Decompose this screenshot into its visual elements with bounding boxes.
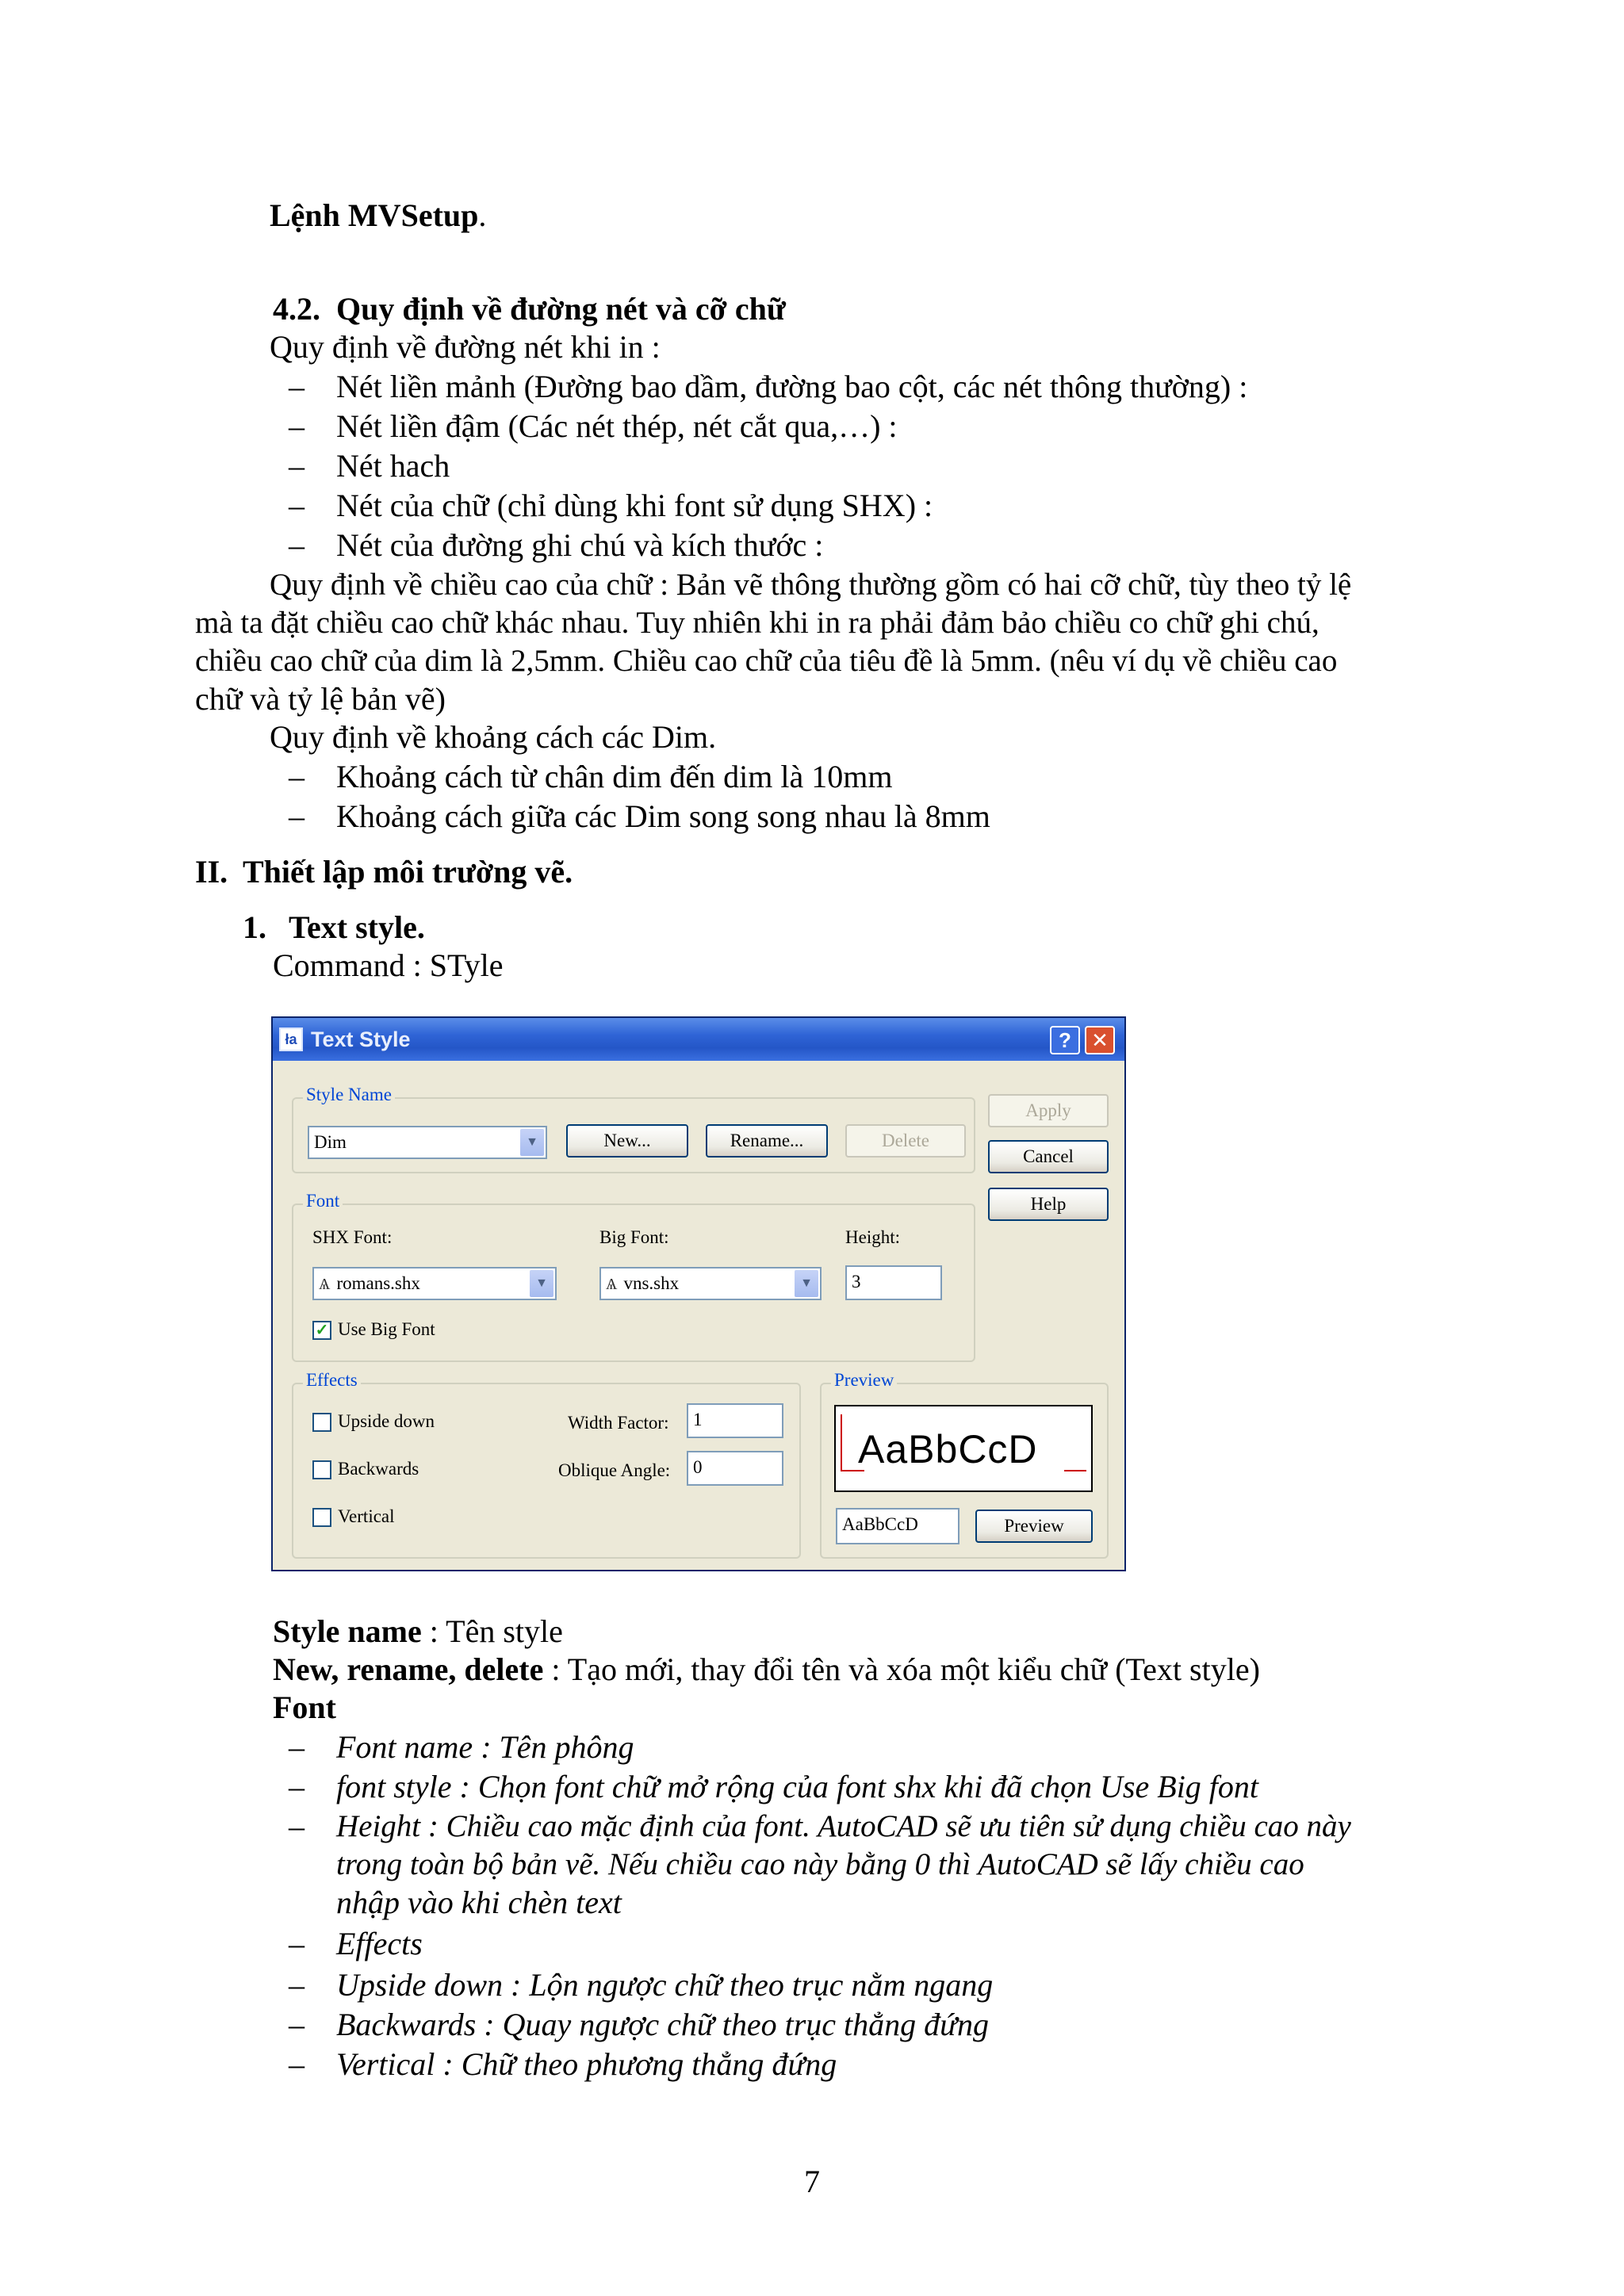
apply-button[interactable]: Apply (988, 1094, 1109, 1127)
bullet-dash: – (289, 2046, 304, 2082)
section-4-2-number: 4.2. (273, 291, 320, 327)
use-big-font-label: Use Big Font (338, 1319, 435, 1339)
effect-item: Backwards : Quay ngược chữ theo trục thẳng đứng (336, 2007, 989, 2042)
height-input[interactable]: 3 (845, 1265, 942, 1300)
font-icon: Ѧ (319, 1276, 331, 1293)
use-big-font-checkbox[interactable]: ✓ (312, 1321, 331, 1340)
line-rules-intro: Quy định về đường nét khi in : (270, 329, 661, 365)
line-rule-item: Nét của chữ (chỉ dùng khi font sử dụng SHX) : (336, 488, 933, 523)
font-icon: Ѧ (606, 1276, 618, 1293)
new-button[interactable]: New... (566, 1124, 688, 1158)
desc-style-name (273, 1613, 563, 1651)
text-height-para-line: mà ta đặt chiều cao chữ khác nhau. Tuy nhiên khi in ra phải đảm bảo chiều co chữ ghi chú, (195, 606, 1320, 640)
shx-font-value: romans.shx (336, 1273, 420, 1293)
dialog-title: Text Style (311, 1027, 411, 1051)
height-label: Height: (845, 1227, 900, 1247)
height-item-line: Height : Chiều cao mặc định của font. AutoCAD sẽ ưu tiên sử dụng chiều cao này (336, 1809, 1351, 1843)
height-item-line: nhập vào khi chèn text (336, 1885, 622, 1920)
section-1-title: Text style. (289, 909, 425, 945)
text-height-para-line: chữ và tỷ lệ bản vẽ) (195, 681, 446, 717)
mvsetup-heading-period: . (478, 197, 487, 233)
oblique-angle-input[interactable]: 0 (687, 1451, 783, 1486)
preview-baseline-right-tick (1064, 1470, 1086, 1471)
titlebar-help-button[interactable]: ? (1050, 1026, 1080, 1054)
bullet-dash: – (289, 1967, 304, 2003)
preview-text-input[interactable]: AaBbCcD (836, 1508, 959, 1544)
desc-style-name-text: : Tên style (421, 1613, 563, 1649)
style-name-value: Dim (314, 1132, 347, 1152)
text-style-app-icon: ła (279, 1027, 303, 1051)
preview-group-label: Preview (831, 1370, 897, 1391)
vertical-label: Vertical (338, 1506, 395, 1526)
width-factor-input[interactable]: 1 (687, 1403, 783, 1438)
bullet-dash: – (289, 369, 304, 404)
upside-down-checkbox[interactable] (312, 1413, 331, 1432)
dim-spacing-intro: Quy định về khoảng cách các Dim. (270, 719, 717, 755)
section-II-title: Thiết lập môi trường vẽ. (243, 854, 573, 890)
section-1-number: 1. (243, 909, 266, 945)
font-item: font style : Chọn font chữ mở rộng của font shx khi đã chọn Use Big font (336, 1769, 1259, 1804)
bullet-dash: – (289, 1926, 304, 1961)
font-group-label: Font (303, 1191, 343, 1211)
help-button[interactable]: Help (988, 1188, 1109, 1221)
bullet-dash: – (289, 798, 304, 834)
bullet-dash: – (289, 759, 304, 794)
oblique-angle-label: Oblique Angle: (558, 1460, 671, 1480)
command-line: Command : STyle (273, 947, 504, 983)
dim-spacing-item: Khoảng cách giữa các Dim song song nhau là 8mm (336, 798, 990, 834)
mvsetup-heading-text: Lệnh MVSetup (270, 197, 479, 233)
backwards-label: Backwards (338, 1459, 419, 1479)
preview-baseline-left (841, 1414, 842, 1471)
dim-spacing-item: Khoảng cách từ chân dim đến dim là 10mm (336, 759, 893, 794)
bullet-dash: – (289, 448, 304, 484)
preview-canvas (834, 1405, 1093, 1492)
style-name-group-label: Style Name (303, 1085, 395, 1105)
shx-font-label: SHX Font: (312, 1227, 393, 1247)
effect-item: Upside down : Lộn ngược chữ theo trục nằm ngang (336, 1967, 994, 2003)
desc-new-rename-term: New, rename, delete (273, 1651, 544, 1687)
effect-item: Vertical : Chữ theo phương thẳng đứng (336, 2046, 837, 2082)
line-rule-item: Nét của đường ghi chú và kích thước : (336, 527, 824, 563)
shx-font-combo[interactable] (312, 1267, 557, 1300)
width-factor-label: Width Factor: (568, 1413, 669, 1433)
upside-down-label: Upside down (338, 1411, 435, 1431)
line-rule-item: Nét hach (336, 448, 450, 484)
line-rule-item: Nét liền mảnh (Đường bao dầm, đường bao cột, các nét thông thường) : (336, 369, 1248, 404)
desc-font-heading: Font (273, 1689, 336, 1725)
vertical-checkbox[interactable] (312, 1508, 331, 1527)
bullet-dash: – (289, 1729, 304, 1765)
desc-style-name-term: Style name (273, 1613, 422, 1649)
bullet-dash: – (289, 408, 304, 444)
style-name-combo[interactable] (308, 1126, 547, 1159)
big-font-value: vns.shx (623, 1273, 680, 1293)
section-4-2-title: Quy định về đường nét và cỡ chữ (336, 291, 786, 327)
line-rule-item: Nét liền đậm (Các nét thép, nét cắt qua,…) : (336, 408, 898, 444)
effect-item: Effects (336, 1926, 423, 1961)
section-II-number: II. (195, 854, 228, 890)
bullet-dash: – (289, 1769, 304, 1804)
bullet-dash: – (289, 527, 304, 563)
height-item-line: trong toàn bộ bản vẽ. Nếu chiều cao này bằng 0 thì AutoCAD sẽ lấy chiều cao (336, 1847, 1304, 1881)
bullet-dash: – (289, 2007, 304, 2042)
desc-new-rename (273, 1651, 1260, 1689)
text-height-para-line: chiều cao chữ của dim là 2,5mm. Chiều cao chữ của tiêu đề là 5mm. (nêu ví dụ về chiều cao (195, 644, 1338, 678)
cancel-button[interactable]: Cancel (988, 1140, 1109, 1173)
effects-group-label: Effects (303, 1370, 361, 1391)
bullet-dash: – (289, 1808, 304, 1844)
desc-new-rename-text: : Tạo mới, thay đổi tên và xóa một kiểu chữ (Text style) (543, 1651, 1260, 1687)
big-font-combo[interactable] (599, 1267, 822, 1300)
chevron-down-icon[interactable]: ▼ (795, 1270, 818, 1297)
titlebar-close-button[interactable]: ✕ (1085, 1026, 1115, 1054)
preview-sample-text: AaBbCcD (858, 1427, 1038, 1471)
rename-button[interactable]: Rename... (706, 1124, 828, 1158)
chevron-down-icon[interactable]: ▼ (520, 1129, 544, 1156)
preview-button[interactable]: Preview (975, 1510, 1093, 1543)
chevron-down-icon[interactable]: ▼ (530, 1270, 553, 1297)
mvsetup-heading (270, 197, 486, 235)
dialog-titlebar[interactable] (273, 1018, 1124, 1061)
bullet-dash: – (289, 488, 304, 523)
delete-button[interactable]: Delete (845, 1124, 966, 1158)
big-font-label: Big Font: (599, 1227, 669, 1247)
text-height-para-line: Quy định về chiều cao của chữ : Bản vẽ thông thường gồm có hai cỡ chữ, tùy theo tỷ lệ (270, 568, 1352, 602)
page-number: 7 (804, 2164, 820, 2199)
backwards-checkbox[interactable] (312, 1460, 331, 1479)
font-item: Font name : Tên phông (336, 1729, 634, 1765)
